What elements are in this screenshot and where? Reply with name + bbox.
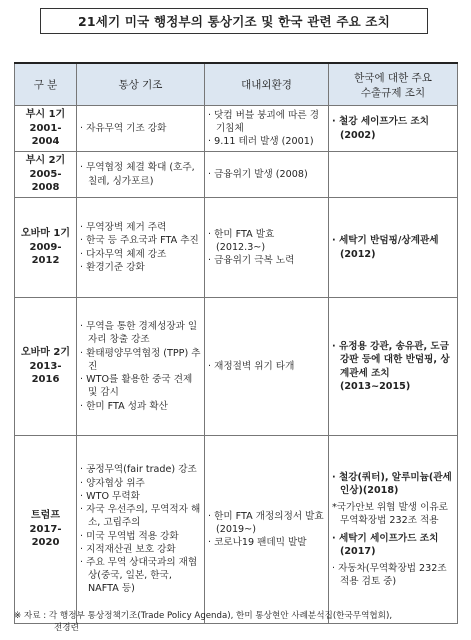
era-cell <box>15 436 77 624</box>
page-title: 21세기 미국 행정부의 통상기조 및 한국 관련 주요 조치 <box>40 8 428 34</box>
policy-item: · 무역장벽 제거 주력 <box>80 222 167 234</box>
header-measures-line2: 수출규제 조치 <box>360 86 426 99</box>
policy-cell <box>77 198 205 298</box>
context-item: · 금융위기 발생 (2008) <box>208 168 308 180</box>
measures-cell <box>329 198 458 298</box>
context-item: · 금융위기 극복 노력 <box>208 255 295 267</box>
era-cell <box>15 298 77 436</box>
era-cell <box>15 198 77 298</box>
era-years: 2005-2008 <box>29 168 62 194</box>
context-item: · 9.11 테러 발생 (2001) <box>208 136 314 148</box>
context-cell <box>205 298 329 436</box>
header-measures-line1: 한국에 대한 주요 <box>354 71 432 84</box>
context-cell <box>205 106 329 152</box>
measure-item: · 세탁기 세이프가드 조치(2017) <box>332 532 439 557</box>
policy-item: · 지적재산권 보호 강화 <box>80 543 176 555</box>
era-years: 2001-2004 <box>29 122 62 148</box>
measures-cell <box>329 298 458 436</box>
policy-item: · 자국 우선주의, 무역적자 해소, 고립주의 <box>80 504 201 529</box>
policy-item: · WTO 무력화 <box>80 490 140 502</box>
measures-cell <box>329 106 458 152</box>
era-name: 오바마 2기 <box>20 347 71 359</box>
table-row <box>15 152 458 198</box>
policy-item: · 한미 FTA 성과 확산 <box>80 400 168 412</box>
policy-item: · 주요 무역 상대국과의 재협상(중국, 일본, 한국, NAFTA 등) <box>80 556 198 595</box>
era-years: 2009-2012 <box>29 241 62 267</box>
policy-item: · 미국 무역법 적용 강화 <box>80 530 179 542</box>
policy-cell <box>77 106 205 152</box>
trade-policy-table <box>14 62 458 624</box>
measure-item: · 철강(쿼터), 알루미늄(관세인상)(2018) <box>332 471 452 496</box>
policy-cell <box>77 152 205 198</box>
header-context: 대내외환경 <box>205 63 329 106</box>
measures-cell <box>329 152 458 198</box>
context-item: · 닷컴 버블 붕괴에 따른 경기침체 <box>208 109 319 134</box>
measure-item: · 세탁기 반덤핑/상계관세(2012) <box>332 235 439 260</box>
header-policy: 통상 기조 <box>77 63 205 106</box>
context-item: · 재정절벽 위기 타개 <box>208 360 295 372</box>
era-name: 부시 1기 <box>25 109 66 121</box>
measure-item: · 철강 세이프가드 조치(2002) <box>332 116 430 141</box>
context-item: · 한미 FTA 개정의정서 발효(2019~) <box>208 510 324 535</box>
policy-item: · 양자협상 위주 <box>80 477 145 489</box>
measure-item: · 유정용 강관, 송유관, 도금강판 등에 대한 반덤핑, 상계관세 조치(2013~2015) <box>332 341 450 392</box>
header-measures <box>329 63 458 106</box>
policy-item: · 환경기준 강화 <box>80 261 145 273</box>
table-row <box>15 298 458 436</box>
policy-item: · 무역을 통한 경제성장과 일자리 창출 강조 <box>80 321 198 346</box>
table-header-row <box>15 63 458 106</box>
policy-item: · 환태평양무역협정 (TPP) 추진 <box>80 347 201 372</box>
context-cell <box>205 198 329 298</box>
table-row <box>15 436 458 624</box>
footnote-line1: ※ 자료 : 각 행정부 통상정책기조(Trade Policy Agenda), 한미 통상현안 사례분석집(한국무역협회), <box>14 611 393 621</box>
table-row <box>15 198 458 298</box>
era-cell <box>15 152 77 198</box>
context-item: · 한미 FTA 발효 (2012.3~) <box>208 228 275 253</box>
era-name: 부시 2기 <box>25 155 66 167</box>
policy-item: · 한국 등 주요국과 FTA 추진 <box>80 235 199 247</box>
policy-item: · 공정무역(fair trade) 강조 <box>80 464 197 476</box>
context-item: · 코로나19 팬데믹 발발 <box>208 537 307 549</box>
measures-cell <box>329 436 458 624</box>
policy-item: · 자유무역 기조 강화 <box>80 122 167 134</box>
measure-item: · 자동차(무역확장법 232조 적용 검토 중) <box>332 562 447 588</box>
policy-item: · 다자무역 체제 강조 <box>80 248 167 260</box>
era-name: 트럼프 <box>31 510 60 522</box>
table-row <box>15 106 458 152</box>
source-footnote <box>14 611 459 634</box>
context-cell <box>205 152 329 198</box>
era-cell <box>15 106 77 152</box>
header-period: 구 분 <box>15 63 77 106</box>
context-cell <box>205 436 329 624</box>
policy-item: · 무역협정 체결 확대 (호주, 칠레, 싱가포르) <box>80 162 195 187</box>
measure-item: *국가안보 위협 발생 이유로 무역확장법 232조 적용 <box>332 502 448 527</box>
policy-cell <box>77 298 205 436</box>
footnote-line2: 전경련 <box>54 622 79 633</box>
era-years: 2013-2016 <box>29 360 62 386</box>
era-name: 오바마 1기 <box>20 228 71 240</box>
policy-cell <box>77 436 205 624</box>
era-years: 2017-2020 <box>29 523 62 549</box>
policy-item: · WTO를 활용한 중국 견제 및 감시 <box>80 374 193 399</box>
